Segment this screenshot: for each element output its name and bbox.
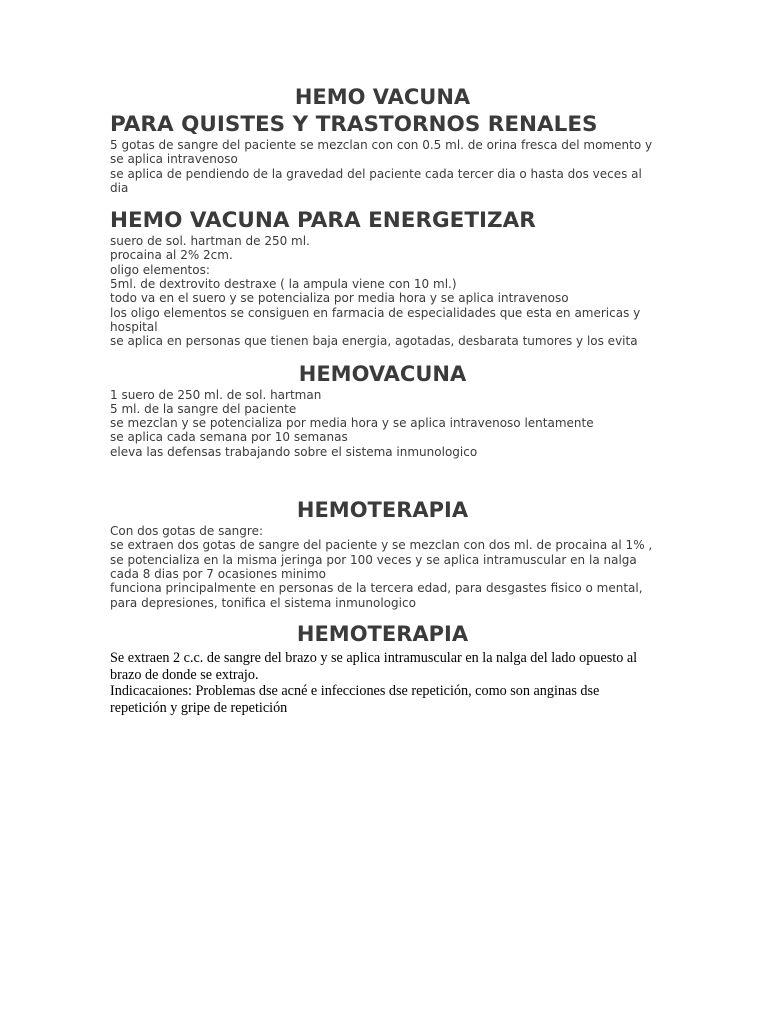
paragraph: se aplica de pendiendo de la gravedad del paciente cada tercer dia o hasta dos veces al dia xyxy=(110,166,642,195)
paragraph: todo va en el suero y se potencializa por media hora y se aplica intravenoso xyxy=(110,291,569,306)
section-hemovacuna xyxy=(110,361,655,459)
paragraph: Se extraen 2 c.c. de sangre del brazo y se aplica intramuscular en la nalga del lado opuesto al brazo de donde se extrajo. xyxy=(110,649,638,683)
section-body xyxy=(110,388,655,459)
document-page xyxy=(110,84,655,717)
paragraph: se extraen dos gotas de sangre del paciente y se mezclan con dos ml. de procaina al 1% , se potencializa en la misma jeringa por 100 veces y se aplica intramuscular en la nalga cada 8 dias por 7 ocasiones minimo xyxy=(110,538,653,581)
paragraph: oligo elementos: xyxy=(110,262,210,277)
paragraph: suero de sol. hartman de 250 ml. xyxy=(110,234,310,249)
paragraph: Indicacaiones: Problemas dse acné e infecciones dse repetición, como son anginas dse repetición y gripe de repetición xyxy=(110,683,600,716)
section-energetizar xyxy=(110,207,655,348)
section-subtitle: PARA QUISTES Y TRASTORNOS RENALES xyxy=(110,112,598,137)
paragraph: eleva las defensas trabajando sobre el sistema inmunologico xyxy=(110,444,478,459)
section-quistes xyxy=(110,84,655,195)
paragraph: 5 ml. de la sangre del paciente xyxy=(110,401,297,416)
paragraph: los oligo elementos se consiguen en farmacia de especialidades que esta en americas y hospital xyxy=(110,305,641,334)
section-title: HEMO VACUNA PARA ENERGETIZAR xyxy=(110,208,536,234)
paragraph: 5 gotas de sangre del paciente se mezclan con con 0.5 ml. de orina fresca del momento y se aplica intravenoso xyxy=(110,138,653,167)
section-body xyxy=(110,650,655,717)
paragraph: se aplica en personas que tienen baja energia, agotadas, desbarata tumores y los evita xyxy=(110,334,638,349)
paragraph: procaina al 2% 2cm. xyxy=(110,248,233,263)
section-hemoterapia-1 xyxy=(110,497,655,610)
paragraph: se mezclan y se potencializa por media hora y se aplica intravenoso lentamente xyxy=(110,416,594,431)
section-body xyxy=(110,524,655,610)
section-title: HEMOVACUNA xyxy=(298,361,467,386)
section-body xyxy=(110,234,655,348)
section-body xyxy=(110,138,655,195)
section-title: HEMOTERAPIA xyxy=(296,498,469,523)
section-hemoterapia-2 xyxy=(110,621,655,717)
section-title: HEMOTERAPIA xyxy=(296,621,469,646)
paragraph: funciona principalmente en personas de la tercera edad, para desgastes fisico o mental, para depresiones, tonifica el sistema inmunologico xyxy=(110,581,643,610)
paragraph: 5ml. de dextrovito destraxe ( la ampula viene con 10 ml.) xyxy=(110,277,457,292)
paragraph: se aplica cada semana por 10 semanas xyxy=(110,430,348,445)
paragraph: 1 suero de 250 ml. de sol. hartman xyxy=(110,387,322,402)
section-title: HEMO VACUNA xyxy=(294,85,471,109)
paragraph: Con dos gotas de sangre: xyxy=(110,524,263,539)
